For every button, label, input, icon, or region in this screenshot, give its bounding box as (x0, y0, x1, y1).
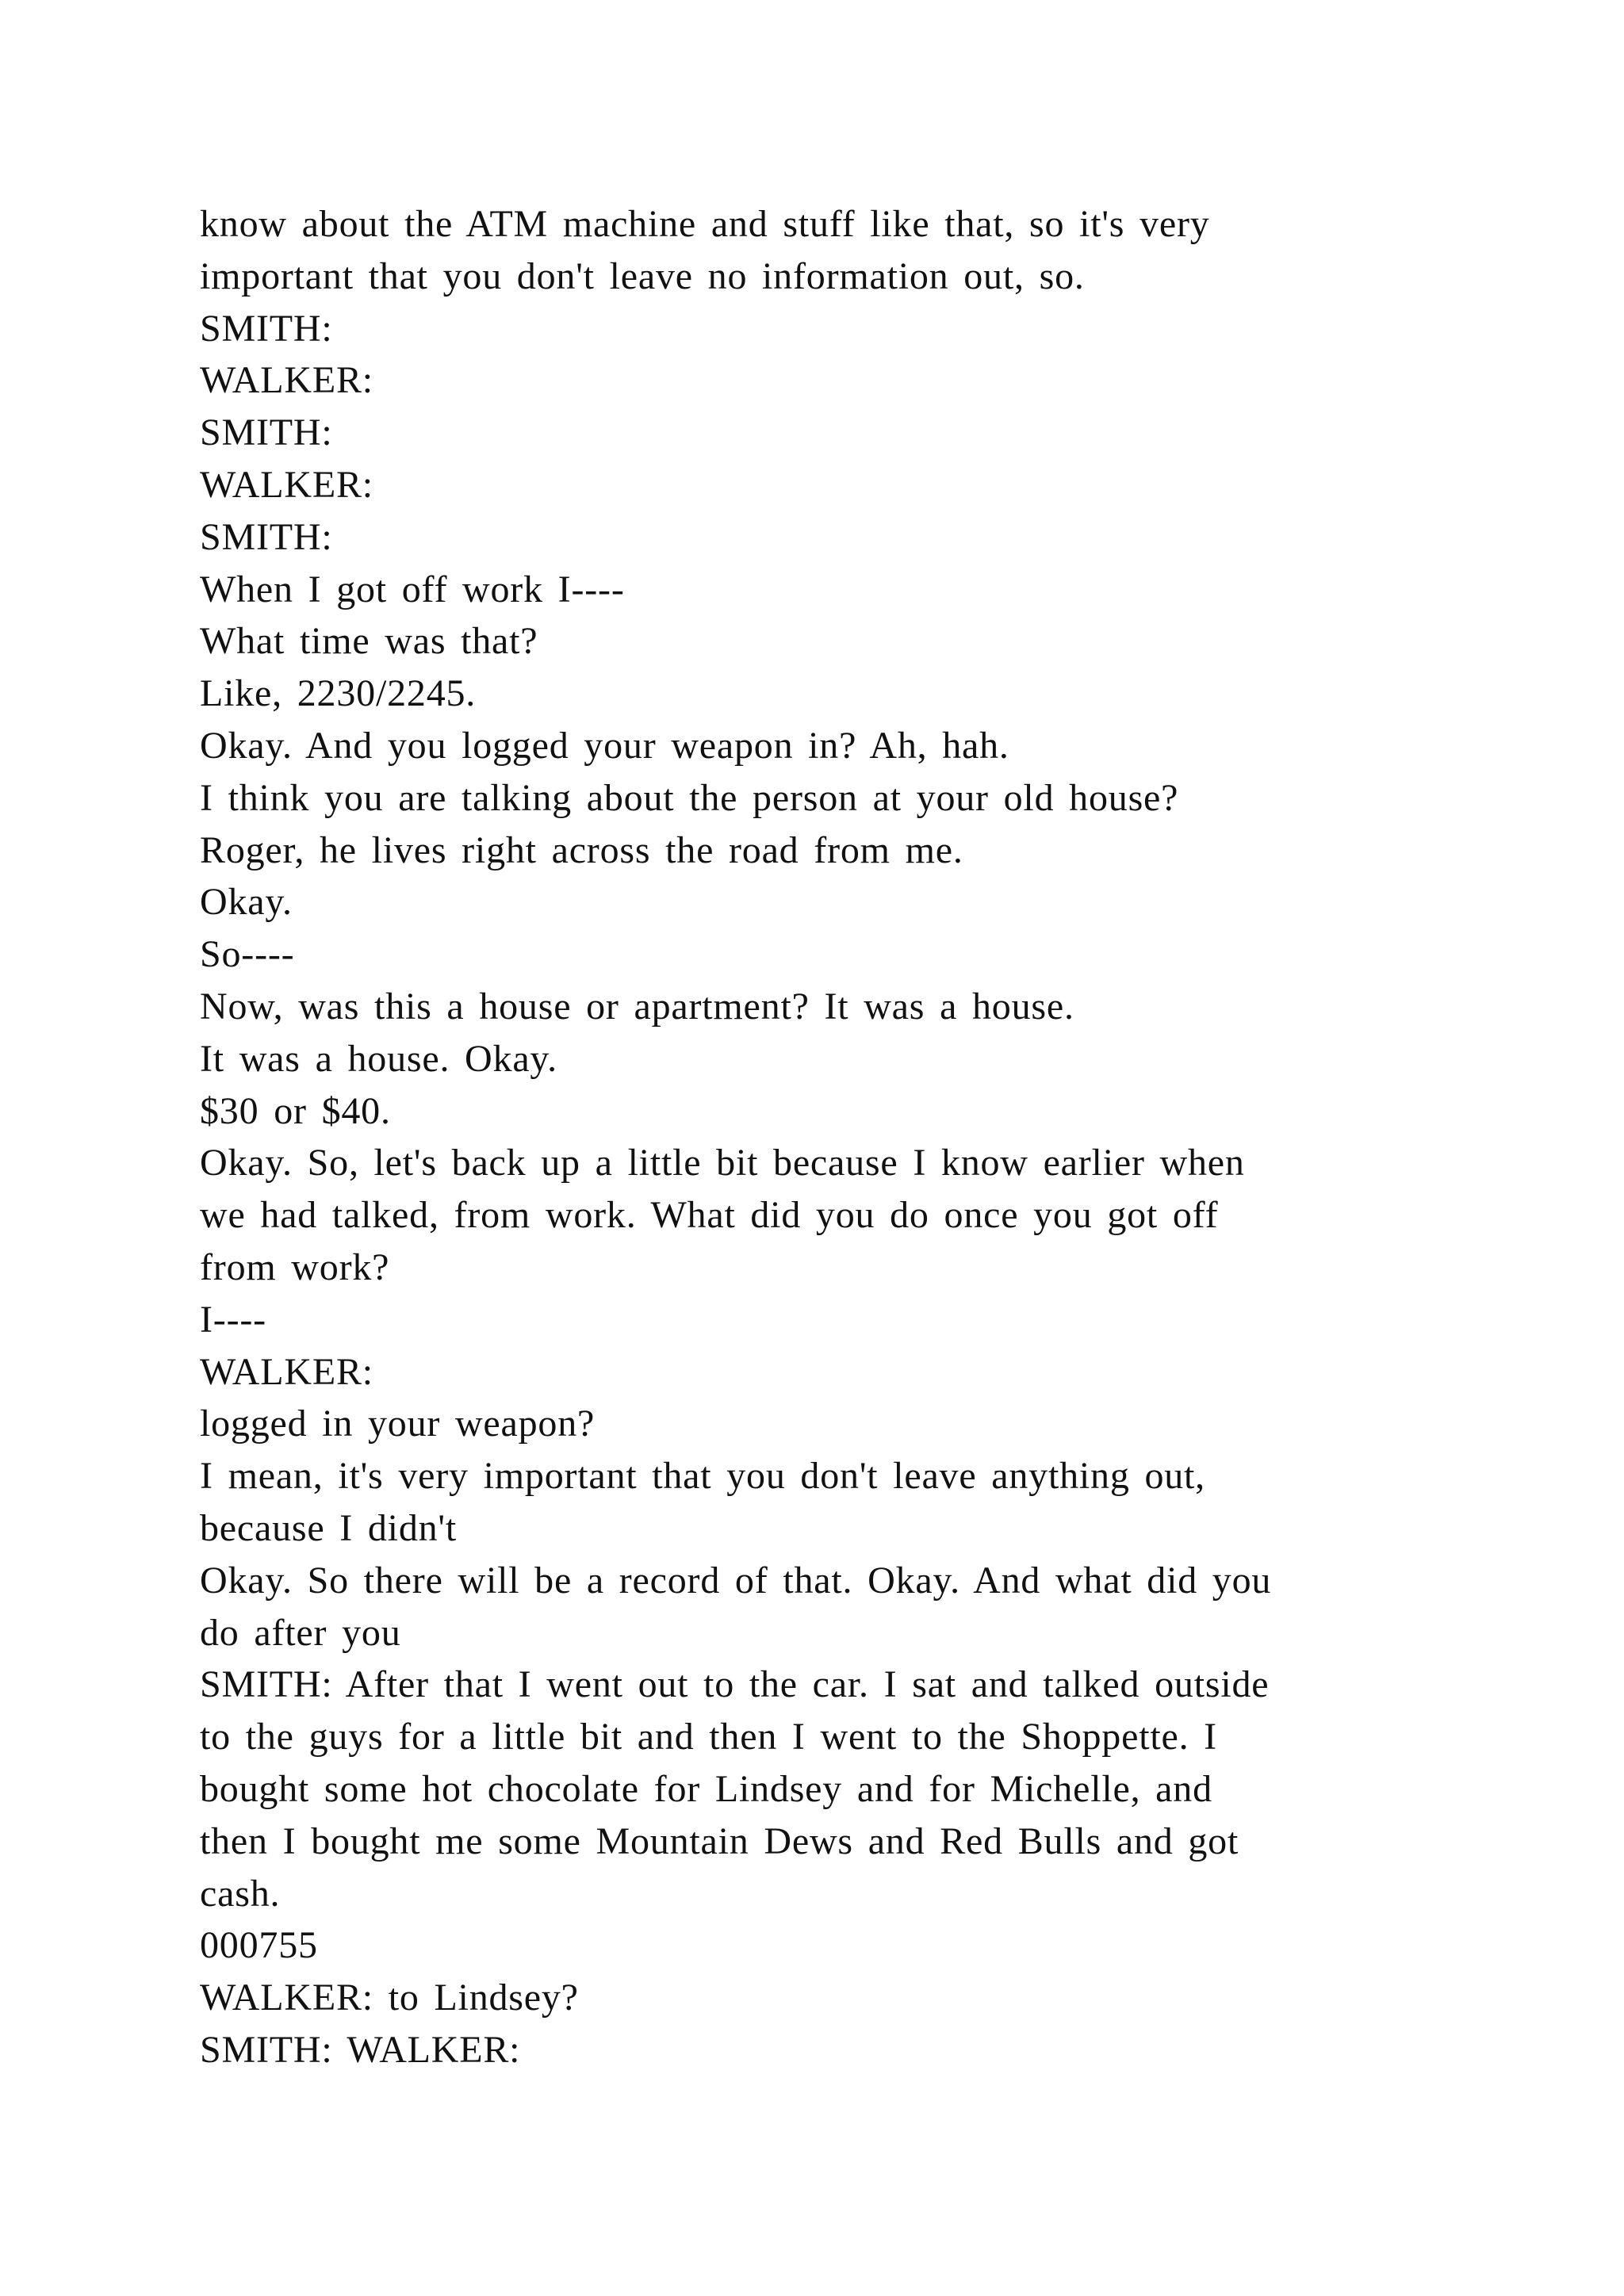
speaker-label: SMITH: (200, 307, 333, 350)
transcript-line: we had talked, from work. What did you do once you got off (200, 1194, 1219, 1237)
speaker-label: WALKER: (200, 359, 373, 402)
transcript-line: then I bought me some Mountain Dews and Red Bulls and got (200, 1820, 1239, 1862)
transcript-line: Like, 2230/2245. (200, 672, 477, 715)
transcript-line: WALKER: to Lindsey? (200, 1976, 579, 2019)
transcript-line: important that you don't leave no information out, so. (200, 254, 1085, 297)
speaker-label: WALKER: (200, 1350, 373, 1393)
transcript-line: Okay. So there will be a record of that. Okay. And what did you (200, 1559, 1272, 1601)
speaker-label: SMITH: (200, 515, 333, 558)
speaker-label: SMITH: (200, 411, 333, 454)
transcript-line: Okay. And you logged your weapon in? Ah, hah. (200, 724, 1009, 767)
transcript-line: know about the ATM machine and stuff like that, so it's very (200, 203, 1210, 245)
bates-number: 000755 (200, 1924, 318, 1967)
transcript-line: Now, was this a house or apartment? It was a house. (200, 985, 1074, 1027)
transcript-line: I think you are talking about the person at your old house? (200, 776, 1179, 819)
transcript-line: SMITH: After that I went out to the car. I sat and talked outside (200, 1663, 1270, 1706)
transcript-line: So---- (200, 933, 295, 976)
transcript-line: When I got off work I---- (200, 568, 625, 610)
transcript-text (200, 198, 1437, 2076)
transcript-line: What time was that? (200, 620, 538, 663)
transcript-line: to the guys for a little bit and then I went to the Shoppette. I (200, 1716, 1217, 1758)
transcript-line: Okay. (200, 881, 293, 924)
transcript-line: It was a house. Okay. (200, 1037, 557, 1080)
speaker-label: WALKER: (200, 463, 373, 506)
transcript-line: Okay. So, let's back up a little bit because I know earlier when (200, 1142, 1245, 1184)
transcript-line: $30 or $40. (200, 1089, 391, 1132)
transcript-line: from work? (200, 1246, 390, 1288)
transcript-line: because I didn't (200, 1506, 458, 1549)
transcript-line: Roger, he lives right across the road from me. (200, 828, 963, 871)
transcript-line: SMITH: WALKER: (200, 2028, 521, 2071)
transcript-line: I mean, it's very important that you don't leave anything out, (200, 1455, 1205, 1498)
transcript-line: logged in your weapon? (200, 1402, 596, 1445)
transcript-line: cash. (200, 1872, 281, 1915)
transcript-line: bought some hot chocolate for Lindsey and for Michelle, and (200, 1767, 1212, 1810)
transcript-line: do after you (200, 1611, 401, 1654)
transcript-line: I---- (200, 1298, 266, 1341)
